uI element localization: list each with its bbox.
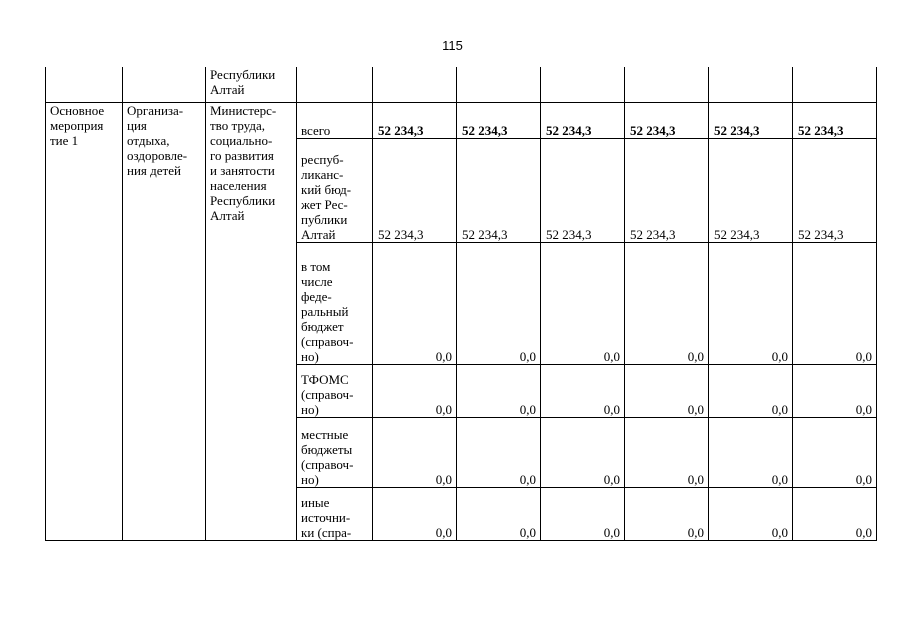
value-cell: 0,0 [709, 487, 793, 540]
value-cell: 0,0 [457, 417, 541, 487]
value-cell: 0,0 [625, 417, 709, 487]
value-cell: 52 234,3 [709, 138, 793, 242]
activity-executor-cell: Министерс- тво труда, социально- го развития и занятости населения Республики Алтай [206, 102, 297, 540]
continuation-executor-cell: Республики Алтай [206, 67, 297, 102]
value-cell: 0,0 [457, 364, 541, 417]
value-cell: 0,0 [793, 487, 877, 540]
value-cell: 0,0 [625, 242, 709, 364]
value-cell: 52 234,3 [625, 102, 709, 138]
value-cell: 52 234,3 [625, 138, 709, 242]
value-cell: 52 234,3 [457, 102, 541, 138]
value-cell: 52 234,3 [541, 102, 625, 138]
funding-source-cell: местные бюджеты (справоч- но) [297, 417, 373, 487]
funding-source-cell: респуб- ликанс- кий бюд- жет Рес- публики Алтай [297, 138, 373, 242]
continuation-cell [457, 67, 541, 102]
funding-source-cell: иные источни- ки (спра- [297, 487, 373, 540]
funding-source-cell: в том числе феде- ральный бюджет (справоч- но) [297, 242, 373, 364]
value-cell: 52 234,3 [709, 102, 793, 138]
value-cell: 52 234,3 [541, 138, 625, 242]
activity-description-cell: Организа- ция отдыха, оздоровле- ния детей [123, 102, 206, 540]
funding-source-cell: всего [297, 102, 373, 138]
continuation-cell [709, 67, 793, 102]
value-cell: 0,0 [709, 417, 793, 487]
continuation-cell [373, 67, 457, 102]
value-cell: 0,0 [541, 364, 625, 417]
value-cell: 0,0 [793, 417, 877, 487]
continuation-cell [541, 67, 625, 102]
value-cell: 0,0 [793, 242, 877, 364]
activity-name-cell: Основное мероприя тие 1 [46, 102, 123, 540]
value-cell: 0,0 [793, 364, 877, 417]
funding-source-cell: ТФОМС (справоч- но) [297, 364, 373, 417]
continuation-cell [297, 67, 373, 102]
continuation-cell [793, 67, 877, 102]
value-cell: 0,0 [373, 242, 457, 364]
continuation-cell [46, 67, 123, 102]
continuation-cell [123, 67, 206, 102]
budget-table [45, 67, 877, 541]
continuation-row [46, 67, 877, 102]
value-cell: 52 234,3 [457, 138, 541, 242]
table-row [46, 102, 877, 138]
value-cell: 0,0 [373, 364, 457, 417]
value-cell: 0,0 [541, 417, 625, 487]
value-cell: 0,0 [373, 487, 457, 540]
value-cell: 0,0 [625, 487, 709, 540]
value-cell: 0,0 [709, 242, 793, 364]
value-cell: 0,0 [373, 417, 457, 487]
value-cell: 52 234,3 [793, 102, 877, 138]
value-cell: 52 234,3 [373, 102, 457, 138]
value-cell: 52 234,3 [793, 138, 877, 242]
value-cell: 0,0 [625, 364, 709, 417]
value-cell: 0,0 [457, 242, 541, 364]
continuation-cell [625, 67, 709, 102]
value-cell: 0,0 [709, 364, 793, 417]
value-cell: 0,0 [541, 242, 625, 364]
value-cell: 52 234,3 [373, 138, 457, 242]
value-cell: 0,0 [457, 487, 541, 540]
page-number: 115 [442, 38, 463, 53]
value-cell: 0,0 [541, 487, 625, 540]
